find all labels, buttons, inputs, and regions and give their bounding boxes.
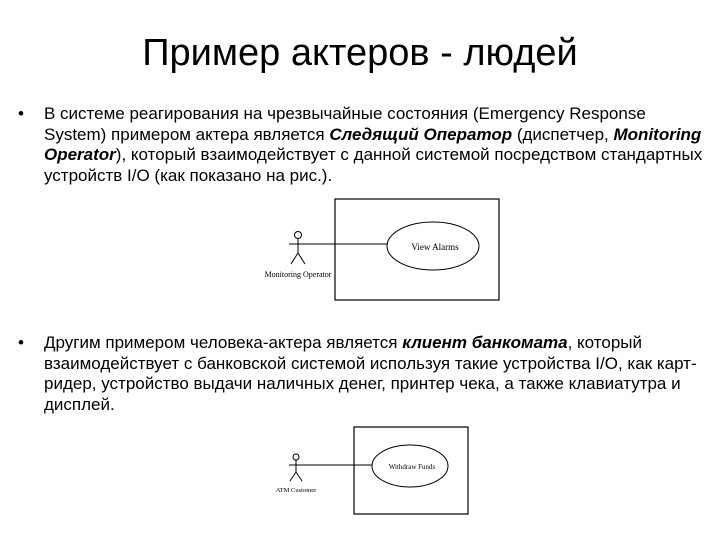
usecase-label: Withdraw Funds bbox=[388, 463, 436, 471]
actor-stick-figure-icon bbox=[289, 232, 307, 265]
usecase-label: View Alarms bbox=[411, 242, 459, 252]
bullet-monitoring-operator bbox=[18, 104, 708, 186]
emphasis-term: Следящий Оператор bbox=[329, 124, 513, 144]
emphasis-term: клиент банкомата bbox=[402, 333, 568, 352]
bullet-intro: В системе реагирования на чрезвычайные состояния (Emergency Response System) примером актера является bbox=[44, 104, 646, 144]
bullet-middle: (диспетчер, bbox=[512, 124, 614, 144]
usecase-diagram-monitoring bbox=[258, 198, 508, 307]
bullet-outro: , который взаимодействует с банковской системой используя такие устройства I/O, как карт-ридер, устройство выдачи наличных денег, принтер чека, а также клавиатутра и дисплей. bbox=[44, 333, 697, 414]
actor-label: Monitoring Operator bbox=[264, 270, 332, 279]
bullet-text bbox=[44, 104, 708, 186]
bullet-marker: • bbox=[18, 104, 24, 123]
emphasis-term-en: Monitoring Operator bbox=[44, 124, 702, 164]
bullet-outro: ), который взаимодействует с данной системой посредством стандартных устройств I/O (как показано на рис.). bbox=[44, 145, 703, 185]
slide-title: Пример актеров - людей bbox=[142, 32, 578, 74]
bullet-intro: Другим примером человека-актера является bbox=[44, 333, 403, 352]
bullet-text bbox=[44, 333, 708, 415]
actor-stick-figure-icon bbox=[289, 454, 303, 481]
bullet-marker: • bbox=[18, 333, 24, 352]
actor-label: ATM Customer bbox=[275, 487, 317, 494]
bullet-atm-customer bbox=[18, 333, 708, 415]
usecase-diagram-atm bbox=[264, 426, 474, 523]
